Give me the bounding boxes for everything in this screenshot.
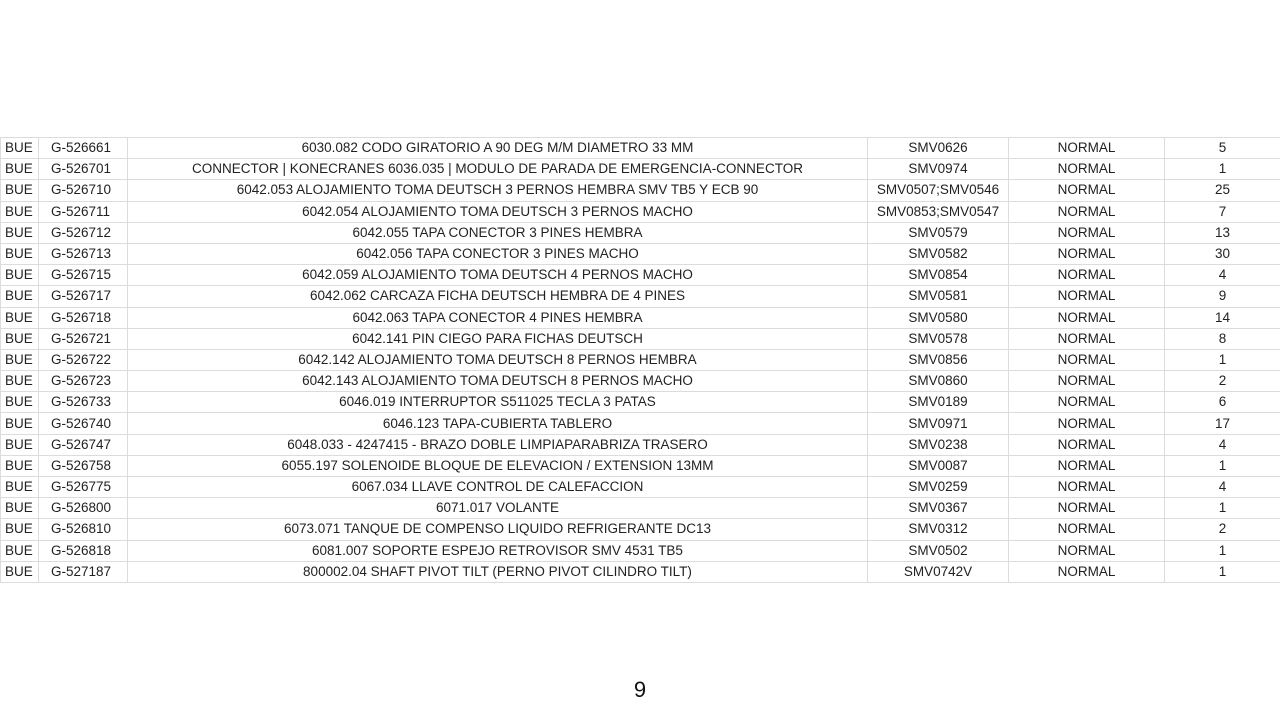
page-number: 9 [633, 677, 647, 702]
description-cell: 6042.055 TAPA CONECTOR 3 PINES HEMBRA [128, 222, 868, 243]
item-code-cell: G-526661 [39, 138, 128, 159]
reference-cell: SMV0087 [868, 455, 1009, 476]
description-cell: 6046.019 INTERRUPTOR S511025 TECLA 3 PATAS [128, 392, 868, 413]
parts-table [0, 137, 1280, 583]
quantity-cell: 9 [1165, 286, 1280, 307]
table-row [1, 371, 1280, 392]
quantity-cell: 7 [1165, 201, 1280, 222]
description-cell: 6073.071 TANQUE DE COMPENSO LIQUIDO REFRIGERANTE DC13 [128, 519, 868, 540]
site-cell: BUE [1, 540, 39, 561]
type-cell: NORMAL [1009, 286, 1165, 307]
site-cell: BUE [1, 286, 39, 307]
site-cell: BUE [1, 328, 39, 349]
site-cell: BUE [1, 477, 39, 498]
table-row [1, 540, 1280, 561]
description-cell: 6046.123 TAPA-CUBIERTA TABLERO [128, 413, 868, 434]
reference-cell: SMV0581 [868, 286, 1009, 307]
description-cell: 6042.062 CARCAZA FICHA DEUTSCH HEMBRA DE 4 PINES [128, 286, 868, 307]
item-code-cell: G-526712 [39, 222, 128, 243]
quantity-cell: 1 [1165, 349, 1280, 370]
site-cell: BUE [1, 413, 39, 434]
table-row [1, 265, 1280, 286]
item-code-cell: G-526715 [39, 265, 128, 286]
description-cell: 6055.197 SOLENOIDE BLOQUE DE ELEVACION / EXTENSION 13MM [128, 455, 868, 476]
table-row [1, 201, 1280, 222]
description-cell: 6042.056 TAPA CONECTOR 3 PINES MACHO [128, 243, 868, 264]
table-row [1, 307, 1280, 328]
type-cell: NORMAL [1009, 371, 1165, 392]
item-code-cell: G-526722 [39, 349, 128, 370]
table-row [1, 519, 1280, 540]
item-code-cell: G-527187 [39, 561, 128, 582]
reference-cell: SMV0974 [868, 159, 1009, 180]
quantity-cell: 30 [1165, 243, 1280, 264]
reference-cell: SMV0856 [868, 349, 1009, 370]
table-row [1, 328, 1280, 349]
item-code-cell: G-526747 [39, 434, 128, 455]
quantity-cell: 25 [1165, 180, 1280, 201]
table-row [1, 243, 1280, 264]
site-cell: BUE [1, 265, 39, 286]
description-cell: 6048.033 - 4247415 - BRAZO DOBLE LIMPIAPARABRIZA TRASERO [128, 434, 868, 455]
description-cell: 6042.054 ALOJAMIENTO TOMA DEUTSCH 3 PERNOS MACHO [128, 201, 868, 222]
table-row [1, 138, 1280, 159]
table-row [1, 455, 1280, 476]
item-code-cell: G-526723 [39, 371, 128, 392]
table-row [1, 392, 1280, 413]
site-cell: BUE [1, 138, 39, 159]
quantity-cell: 4 [1165, 477, 1280, 498]
item-code-cell: G-526810 [39, 519, 128, 540]
quantity-cell: 4 [1165, 265, 1280, 286]
item-code-cell: G-526775 [39, 477, 128, 498]
site-cell: BUE [1, 349, 39, 370]
description-cell: 6042.059 ALOJAMIENTO TOMA DEUTSCH 4 PERNOS MACHO [128, 265, 868, 286]
site-cell: BUE [1, 392, 39, 413]
quantity-cell: 17 [1165, 413, 1280, 434]
site-cell: BUE [1, 222, 39, 243]
type-cell: NORMAL [1009, 201, 1165, 222]
description-cell: 6067.034 LLAVE CONTROL DE CALEFACCION [128, 477, 868, 498]
reference-cell: SMV0367 [868, 498, 1009, 519]
description-cell: 6042.063 TAPA CONECTOR 4 PINES HEMBRA [128, 307, 868, 328]
type-cell: NORMAL [1009, 540, 1165, 561]
table-row [1, 561, 1280, 582]
type-cell: NORMAL [1009, 328, 1165, 349]
site-cell: BUE [1, 201, 39, 222]
type-cell: NORMAL [1009, 243, 1165, 264]
table-row [1, 180, 1280, 201]
site-cell: BUE [1, 180, 39, 201]
description-cell: 6042.143 ALOJAMIENTO TOMA DEUTSCH 8 PERNOS MACHO [128, 371, 868, 392]
reference-cell: SMV0971 [868, 413, 1009, 434]
site-cell: BUE [1, 455, 39, 476]
item-code-cell: G-526718 [39, 307, 128, 328]
table-row [1, 434, 1280, 455]
quantity-cell: 1 [1165, 498, 1280, 519]
reference-cell: SMV0580 [868, 307, 1009, 328]
quantity-cell: 8 [1165, 328, 1280, 349]
type-cell: NORMAL [1009, 434, 1165, 455]
type-cell: NORMAL [1009, 455, 1165, 476]
type-cell: NORMAL [1009, 477, 1165, 498]
item-code-cell: G-526701 [39, 159, 128, 180]
item-code-cell: G-526717 [39, 286, 128, 307]
site-cell: BUE [1, 561, 39, 582]
quantity-cell: 1 [1165, 455, 1280, 476]
reference-cell: SMV0582 [868, 243, 1009, 264]
reference-cell: SMV0578 [868, 328, 1009, 349]
item-code-cell: G-526740 [39, 413, 128, 434]
reference-cell: SMV0312 [868, 519, 1009, 540]
table-row [1, 477, 1280, 498]
quantity-cell: 13 [1165, 222, 1280, 243]
description-cell: 6042.053 ALOJAMIENTO TOMA DEUTSCH 3 PERNOS HEMBRA SMV TB5 Y ECB 90 [128, 180, 868, 201]
table-row [1, 286, 1280, 307]
reference-cell: SMV0742V [868, 561, 1009, 582]
quantity-cell: 14 [1165, 307, 1280, 328]
reference-cell: SMV0854 [868, 265, 1009, 286]
quantity-cell: 2 [1165, 519, 1280, 540]
quantity-cell: 5 [1165, 138, 1280, 159]
reference-cell: SMV0502 [868, 540, 1009, 561]
reference-cell: SMV0189 [868, 392, 1009, 413]
item-code-cell: G-526713 [39, 243, 128, 264]
table-row [1, 413, 1280, 434]
site-cell: BUE [1, 498, 39, 519]
site-cell: BUE [1, 307, 39, 328]
item-code-cell: G-526818 [39, 540, 128, 561]
reference-cell: SMV0860 [868, 371, 1009, 392]
site-cell: BUE [1, 159, 39, 180]
type-cell: NORMAL [1009, 561, 1165, 582]
reference-cell: SMV0853;SMV0547 [868, 201, 1009, 222]
type-cell: NORMAL [1009, 413, 1165, 434]
type-cell: NORMAL [1009, 349, 1165, 370]
item-code-cell: G-526758 [39, 455, 128, 476]
quantity-cell: 6 [1165, 392, 1280, 413]
quantity-cell: 2 [1165, 371, 1280, 392]
table-row [1, 222, 1280, 243]
site-cell: BUE [1, 243, 39, 264]
site-cell: BUE [1, 434, 39, 455]
description-cell: 6030.082 CODO GIRATORIO A 90 DEG M/M DIAMETRO 33 MM [128, 138, 868, 159]
item-code-cell: G-526711 [39, 201, 128, 222]
item-code-cell: G-526710 [39, 180, 128, 201]
quantity-cell: 1 [1165, 561, 1280, 582]
reference-cell: SMV0626 [868, 138, 1009, 159]
site-cell: BUE [1, 371, 39, 392]
item-code-cell: G-526733 [39, 392, 128, 413]
description-cell: CONNECTOR | KONECRANES 6036.035 | MODULO DE PARADA DE EMERGENCIA-CONNECTOR [128, 159, 868, 180]
table-row [1, 349, 1280, 370]
reference-cell: SMV0507;SMV0546 [868, 180, 1009, 201]
reference-cell: SMV0579 [868, 222, 1009, 243]
description-cell: 800002.04 SHAFT PIVOT TILT (PERNO PIVOT CILINDRO TILT) [128, 561, 868, 582]
item-code-cell: G-526800 [39, 498, 128, 519]
table-row [1, 159, 1280, 180]
description-cell: 6071.017 VOLANTE [128, 498, 868, 519]
type-cell: NORMAL [1009, 265, 1165, 286]
reference-cell: SMV0259 [868, 477, 1009, 498]
table-row [1, 498, 1280, 519]
type-cell: NORMAL [1009, 498, 1165, 519]
quantity-cell: 1 [1165, 540, 1280, 561]
quantity-cell: 4 [1165, 434, 1280, 455]
item-code-cell: G-526721 [39, 328, 128, 349]
site-cell: BUE [1, 519, 39, 540]
type-cell: NORMAL [1009, 519, 1165, 540]
type-cell: NORMAL [1009, 159, 1165, 180]
description-cell: 6042.142 ALOJAMIENTO TOMA DEUTSCH 8 PERNOS HEMBRA [128, 349, 868, 370]
parts-table-body [1, 138, 1280, 583]
type-cell: NORMAL [1009, 180, 1165, 201]
type-cell: NORMAL [1009, 307, 1165, 328]
reference-cell: SMV0238 [868, 434, 1009, 455]
type-cell: NORMAL [1009, 222, 1165, 243]
description-cell: 6081.007 SOPORTE ESPEJO RETROVISOR SMV 4531 TB5 [128, 540, 868, 561]
type-cell: NORMAL [1009, 138, 1165, 159]
type-cell: NORMAL [1009, 392, 1165, 413]
quantity-cell: 1 [1165, 159, 1280, 180]
description-cell: 6042.141 PIN CIEGO PARA FICHAS DEUTSCH [128, 328, 868, 349]
